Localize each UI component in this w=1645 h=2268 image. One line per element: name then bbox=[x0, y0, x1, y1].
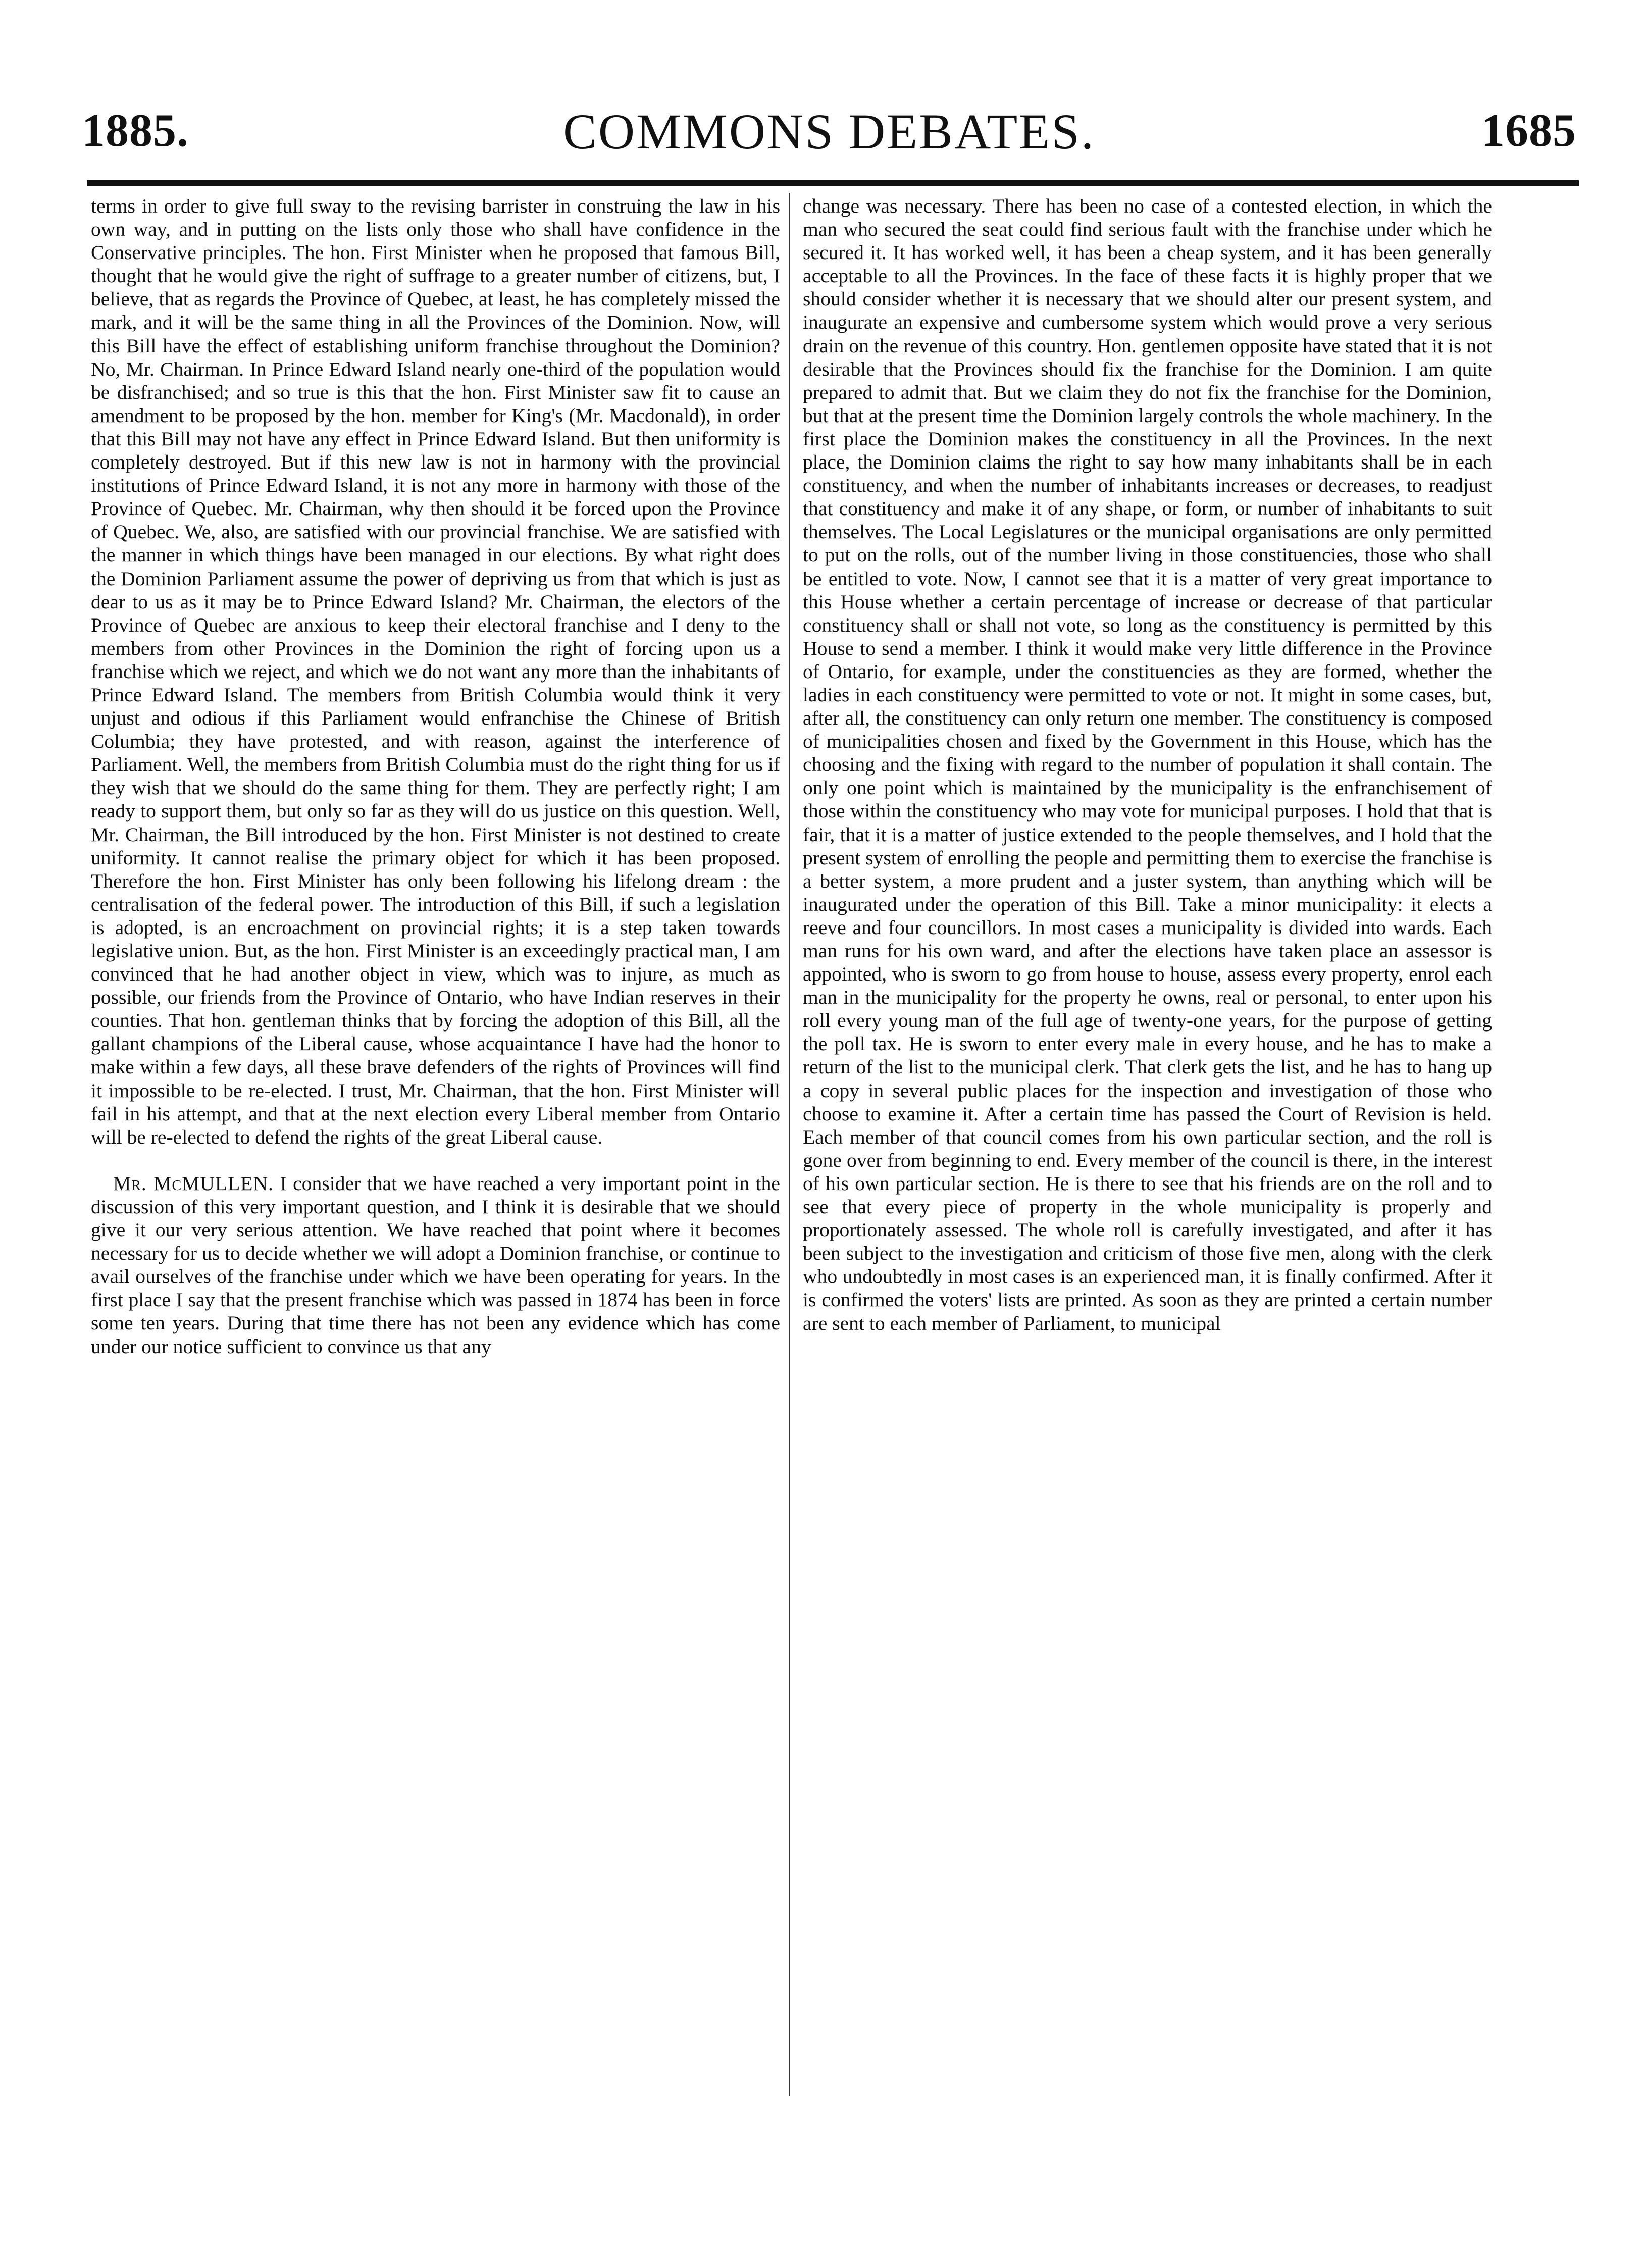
header-title: COMMONS DEBATES. bbox=[563, 104, 1095, 160]
column-divider bbox=[789, 193, 790, 2096]
left-paragraph-1: terms in order to give full sway to the revising barrister in construing the law in his own way, and in putting on the lists only those who shall have confidence in the Conservative principles. The hon. First Minister when he proposed that famous Bill, thought that he would give the right of suffrage to a greater number of citizens, but, I believe, that as regards the Province of Quebec, at least, he has completely missed the mark, and it will be the same thing in all the Provinces of the Dominion. Now, will this Bill have the effect of establishing uniform franchise throughout the Dominion? No, Mr. Chairman. In Prince Edward Island nearly one-third of the population would be disfranchised; and so true is this that the hon. First Minister saw fit to cause an amendment to be proposed by the hon. member for King's (Mr. Macdonald), in order that this Bill may not have any effect in Prince Edward Island. But then uniformity is completely destroyed. But if this new law is not in harmony with the provincial institutions of Prince Edward Island, it is not any more in harmony with those of the Province of Quebec. Mr. Chairman, why then should it be forced upon the Province of Quebec. We, also, are satisfied with our provincial franchise. We are satisfied with the manner in which things have been managed in our elections. By what right does the Dominion Parliament assume the power of depriving us from that which is just as dear to us as it may be to Prince Edward Island? Mr. Chairman, the electors of the Province of Quebec are anxious to keep their electoral franchise and I deny to the members from other Provinces in the Dominion the right of forcing upon us a franchise which we reject, and which we do not want any more than the inhabitants of Prince Edward Island. The members from British Columbia would think it very unjust and odious if this Parliament would enfranchise the Chinese of British Columbia; they have protested, and with reason, against the interference of Parliament. Well, the members from British Columbia must do the right thing for us if they wish that we should do the same thing for them. They are perfectly right; I am ready to support them, but only so far as they will do us justice on this question. Well, Mr. Chairman, the Bill introduced by the hon. First Minister is not destined to create uniformity. It cannot realise the primary object for which it has been proposed. Therefore the hon. First Minister has only been following his lifelong dream : the centralisation of the federal power. The introduction of this Bill, if such a legislation is adopted, is an encroachment on provincial rights; it is a step taken towards legislative union. But, as the hon. First Minister is an exceedingly practical man, I am convinced that he had another object in view, which was to injure, as much as possible, our friends from the Province of Ontario, who have Indian reserves in their counties. That hon. gentleman thinks that by forcing the adoption of this Bill, all the gallant champions of the Liberal cause, whose acquaintance I have had the honor to make within a few days, all these brave defenders of the rights of Provinces will find it impossible to be re-elected. I trust, Mr. Chairman, that the hon. First Minister will fail in his attempt, and that at the next election every Liberal member from Ontario will be re-elected to defend the rights of the great Liberal cause. bbox=[91, 195, 780, 1148]
header-page-number: 1685 bbox=[1481, 105, 1576, 156]
left-paragraph-2 bbox=[91, 1172, 780, 1358]
speech-text: I consider that we have reached a very important point in the discussion of this very important question, and I think it is desirable that we should give it our very serious attention. We have reached that point where it becomes necessary for us to decide whether we will adopt a Dominion franchise, or continue to avail ourselves of the franchise under which we have been operating for years. In the first place I say that the present franchise which was passed in 1874 has been in force some ten years. During that time there has not been any evidence which has come under our notice sufficient to convince us that any bbox=[91, 1172, 780, 1358]
left-column bbox=[91, 194, 780, 1358]
header-year: 1885. bbox=[82, 105, 189, 156]
header-rule bbox=[87, 180, 1579, 186]
right-column bbox=[803, 194, 1492, 1335]
right-paragraph-1: change was necessary. There has been no case of a contested election, in which the man who secured the seat could find serious fault with the franchise under which he secured it. It has worked well, it has been a cheap system, and it has been generally acceptable to all the Provinces. In the face of these facts it is highly proper that we should consider whether it is necessary that we should alter our present system, and inaugurate an expensive and cumbersome system which would prove a very serious drain on the revenue of this country. Hon. gentlemen opposite have stated that it is not desirable that the Provinces should fix the franchise for the Dominion. I am quite prepared to admit that. But we claim they do not fix the franchise for the Dominion, but that at the present time the Dominion largely controls the whole machinery. In the first place the Dominion makes the constituency in all the Provinces. In the next place, the Dominion claims the right to say how many inhabitants shall be in each constituency, and when the number of inhabitants increases or decreases, to readjust that constituency and make it of any shape, or form, or number of inhabitants to suit themselves. The Local Legislatures or the municipal organisations are only permitted to put on the rolls, out of the number living in those constituencies, those who shall be entitled to vote. Now, I cannot see that it is a matter of very great importance to this House whether a certain percentage of increase or decrease of that particular constituency shall or shall not vote, so long as the constituency is permitted by this House to send a member. I think it would make very little difference in the Province of Ontario, for example, under the constituencies as they are formed, whether the ladies in each constituency were permitted to vote or not. It might in some cases, but, after all, the constituency can only return one member. The constituency is composed of municipalities chosen and fixed by the Government in this House, which has the choosing and the fixing with regard to the number of population it shall contain. The only one point which is maintained by the municipality is the enfranchisement of those within the constituency who may vote for municipal purposes. I hold that that is fair, that it is a matter of justice extended to the people themselves, and I hold that the present system of enrolling the people and permitting them to exercise the franchise is a better system, a more prudent and a juster system, than anything which will be inaugurated under the operation of this Bill. Take a minor municipality: it elects a reeve and four councillors. In most cases a municipality is divided into wards. Each man runs for his own ward, and after the elections have taken place an assessor is appointed, who is sworn to go from house to house, assess every property, enrol each man in the municipality for the property he owns, real or personal, to enter upon his roll every young man of the full age of twenty-one years, for the purpose of getting the poll tax. He is sworn to enter every male in every house, and he has to make a return of the list to the municipal clerk. That clerk gets the list, and he has to hang up a copy in several public places for the inspection and investigation of those who choose to examine it. After a certain time has passed the Court of Revision is held. Each member of that council comes from his own particular section, and the roll is gone over from beginning to end. Every member of the council is there, in the interest of his own particular section. He is there to see that his friends are on the roll and to see that every piece of property in the whole municipality is properly and proportionately assessed. The whole roll is carefully investigated, and after it has been subject to the investigation and criticism of those five men, along with the clerk who undoubtedly in most cases is an experienced man, it is finally confirmed. After it is confirmed the voters' lists are printed. As soon as they are printed a certain number are sent to each member of Parliament, to municipal bbox=[803, 195, 1492, 1334]
speaker-name: Mr. McMULLEN. bbox=[113, 1172, 274, 1195]
page-header bbox=[82, 104, 1576, 164]
